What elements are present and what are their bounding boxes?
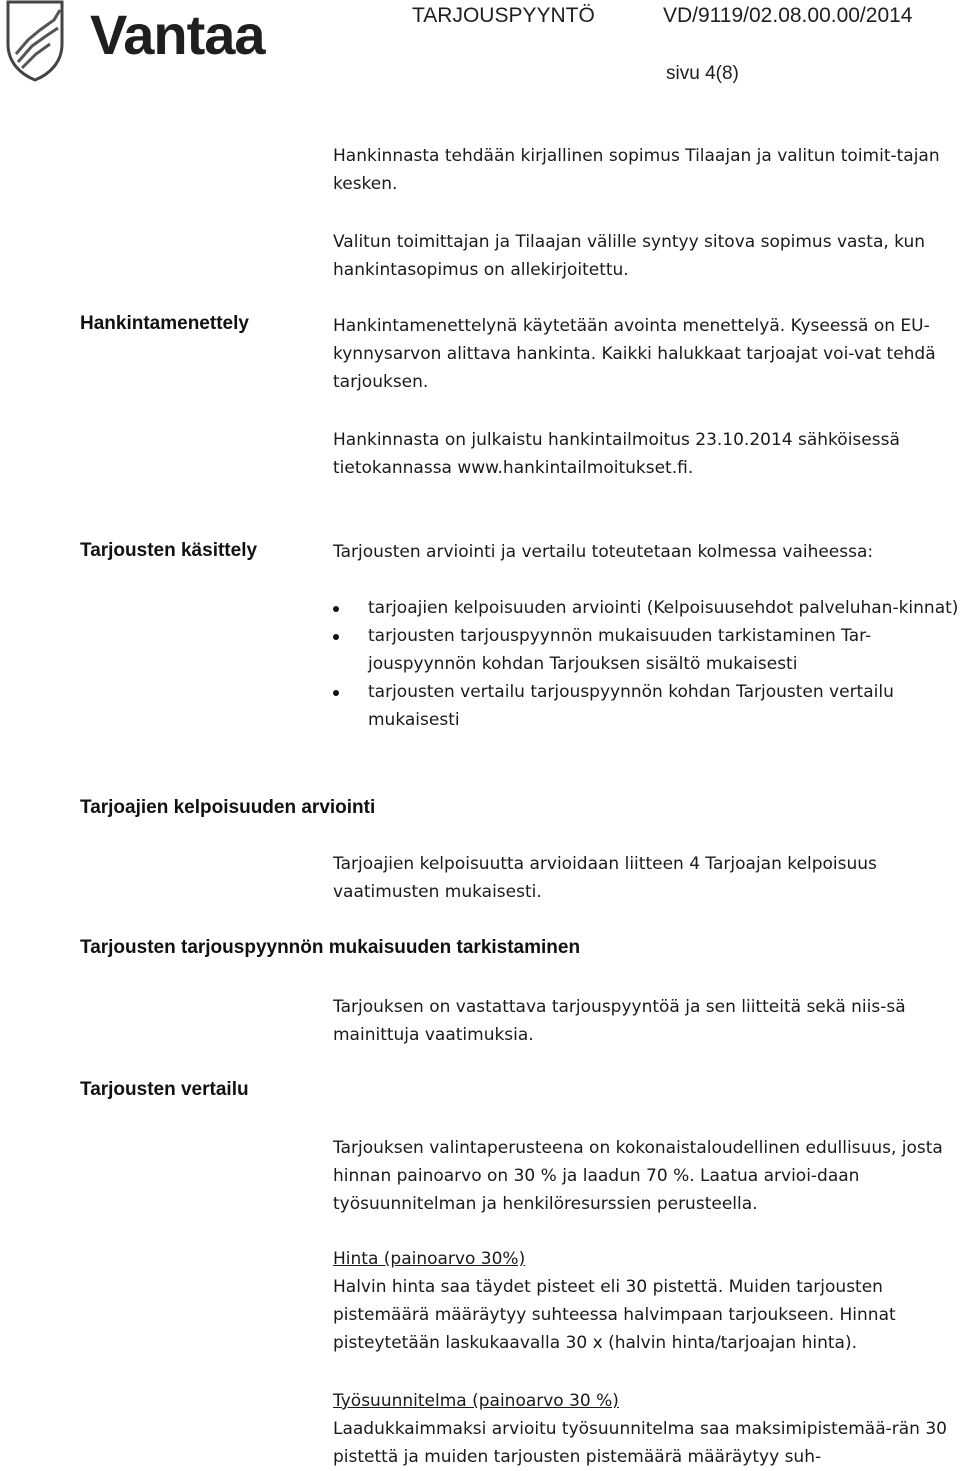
bullet-icon (333, 634, 339, 640)
brand-name: Vantaa (90, 3, 265, 66)
price-text: Halvin hinta saa täydet pisteet eli 30 pistettä. Muiden tarjousten pistemäärä määräytyy suhteessa halvimpaan tarjoukseen. Hinnat pisteytetään laskukaavalla 30 x (halvin hinta/tarjoajan hinta). (333, 1277, 896, 1353)
price-section (333, 1245, 959, 1357)
procedure-paragraph-1: Hankintamenettelynä käytetään avointa menettelyä. Kyseessä on EU-kynnysarvon alittava hankinta. Kaikki halukkaat tarjoajat voi-vat tehdä tarjouksen. (333, 316, 936, 392)
document-type: TARJOUSPYYNTÖ (412, 4, 595, 27)
plan-heading: Työsuunnitelma (painoarvo 30 %) (333, 1391, 619, 1411)
procedure-label: Hankintamenettely (80, 313, 249, 334)
conformity-text: Tarjouksen on vastattava tarjouspyyntöä ja sen liitteitä sekä niis-sä mainittuja vaatimuksia. (333, 997, 906, 1045)
processing-list (333, 594, 959, 734)
intro-paragraph-1: Hankinnasta tehdään kirjallinen sopimus Tilaajan ja valitun toimit-tajan kesken. (333, 146, 940, 194)
list-item: tarjoajien kelpoisuuden arviointi (Kelpoisuusehdot palveluhan-kinnat) (333, 594, 959, 622)
eligibility-text: Tarjoajien kelpoisuutta arvioidaan liitteen 4 Tarjoajan kelpoisuus vaatimusten mukaisesti. (333, 854, 877, 902)
page-number: sivu 4(8) (666, 63, 739, 84)
processing-intro: Tarjousten arviointi ja vertailu toteutetaan kolmessa vaiheessa: (333, 542, 874, 562)
processing-label: Tarjousten käsittely (80, 540, 258, 561)
list-item: tarjousten vertailu tarjouspyynnön kohdan Tarjousten vertailu mukaisesti (333, 678, 959, 734)
comparison-text: Tarjouksen valintaperusteena on kokonaistaloudellinen edullisuus, josta hinnan painoarvo on 30 % ja laadun 70 %. Laatua arvioi-daan työsuunnitelman ja henkilöresurssien perusteella. (333, 1138, 943, 1214)
plan-text: Laadukkaimmaksi arvioitu työsuunnitelma saa maksimipistemää-rän 30 pistettä ja muiden tarjousten pistemäärä määräytyy suh- (333, 1419, 947, 1467)
eligibility-label: Tarjoajien kelpoisuuden arviointi (80, 797, 376, 818)
vantaa-logo (4, 0, 294, 84)
procedure-paragraph-2: Hankinnasta on julkaistu hankintailmoitus 23.10.2014 sähköisessä tietokannassa www.hankintailmoitukset.fi. (333, 430, 900, 478)
conformity-label: Tarjousten tarjouspyynnön mukaisuuden tarkistaminen (80, 937, 581, 958)
vantaa-crest-icon (4, 0, 74, 82)
comparison-label: Tarjousten vertailu (80, 1079, 249, 1100)
list-item: tarjousten tarjouspyynnön mukaisuuden tarkistaminen Tar-jouspyynnön kohdan Tarjouksen sisältö mukaisesti (333, 622, 959, 678)
plan-section (333, 1387, 959, 1471)
bullet-icon (333, 606, 339, 612)
price-heading: Hinta (painoarvo 30%) (333, 1249, 526, 1269)
document-reference: VD/9119/02.08.00.00/2014 (663, 4, 913, 27)
intro-paragraph-2: Valitun toimittajan ja Tilaajan välille syntyy sitova sopimus vasta, kun hankintasopimus on allekirjoitettu. (333, 232, 926, 280)
bullet-icon (333, 690, 339, 696)
